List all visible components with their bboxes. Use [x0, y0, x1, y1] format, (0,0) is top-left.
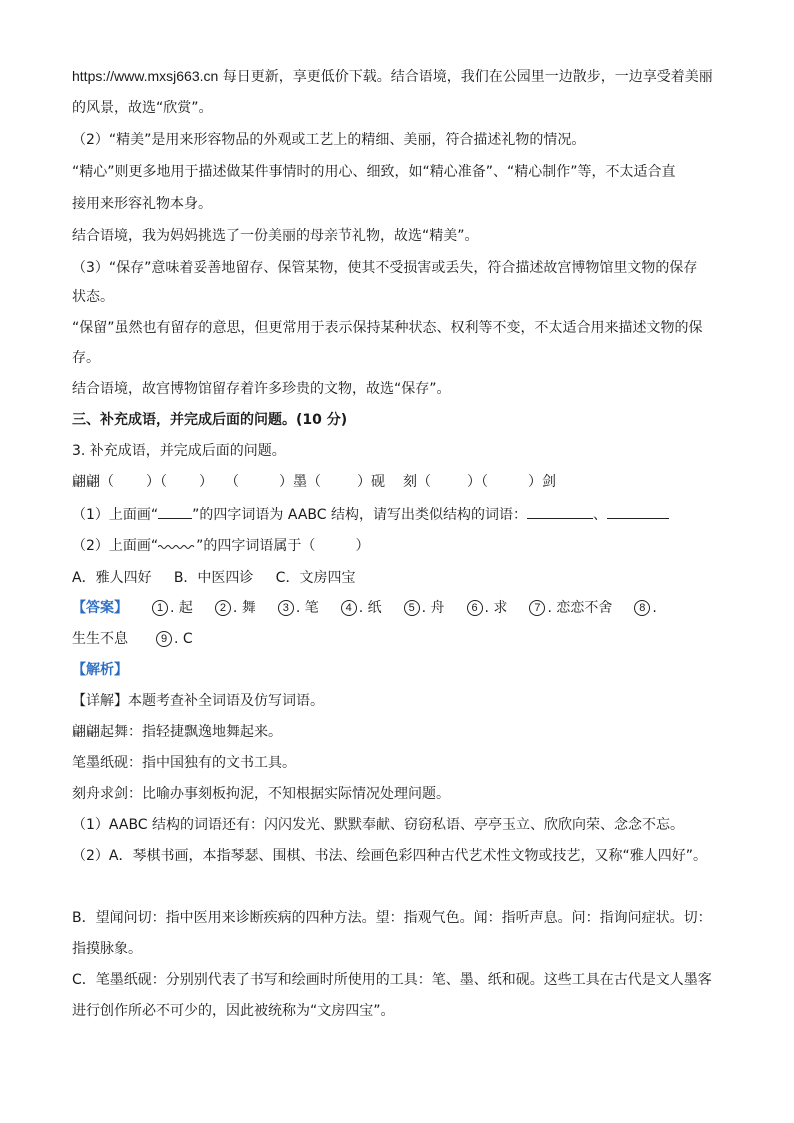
answer-number-circle: 6 [467, 600, 483, 616]
answer-blank[interactable] [527, 505, 593, 519]
analysis-line: 笔墨纸砚：指中国独有的文书工具。 [72, 755, 296, 771]
paragraph-line: 存。 [72, 350, 100, 366]
idiom-blanks-line [72, 472, 556, 492]
answer-text: . 恋恋不舍 [547, 600, 613, 616]
answer-number-circle: 7 [529, 600, 545, 616]
paragraph-line [72, 66, 713, 87]
idiom-text: ）砚 [357, 474, 385, 490]
answer-text: . 笔 [295, 600, 319, 616]
idiom-text: ）（ [467, 474, 488, 490]
analysis-line: 指摸脉象。 [72, 941, 142, 957]
analysis-detail: 【详解】本题考查补全词语及仿写词语。 [72, 693, 324, 709]
paragraph-line: 接用来形容礼物本身。 [72, 196, 212, 212]
answer-item [152, 598, 193, 618]
idiom-text: （ [225, 474, 239, 490]
paragraph-line: （3）“保存”意味着妥善地留存、保管某物，使其不受损害或丢失，符合描述故宫博物馆里文物的保存 [72, 260, 698, 276]
answer-number-circle: 9 [156, 631, 172, 647]
paragraph-line: “保留”虽然也有留存的意思，但更常用于表示保持某种状态、权利等不变，不太适合用来描述文物的保 [72, 320, 703, 336]
analysis-label: 【解析】 [72, 662, 128, 678]
answer-number-circle: 1 [152, 600, 168, 616]
analysis-line: （2）A．琴棋书画，本指琴瑟、围棋、书法、绘画色彩四种古代艺术性文物或技艺，又称“雅人四好”。 [72, 848, 707, 864]
answer-text: . 纸 [358, 600, 382, 616]
answer-item [341, 598, 382, 618]
idiom-text: 刻（ [403, 474, 431, 490]
answer-text: . C [174, 631, 193, 647]
question-intro: 3. 补充成语，并完成后面的问题。 [72, 443, 286, 459]
question-1 [72, 505, 669, 525]
analysis-line: 刻舟求剑：比喻办事刻板拘泥，不知根据实际情况处理问题。 [72, 786, 450, 802]
answer-number-circle: 2 [215, 600, 231, 616]
answer-item [278, 598, 319, 618]
paragraph-line: （2）“精美”是用来形容物品的外观或工艺上的精细、美丽，符合描述礼物的情况。 [72, 132, 586, 148]
question-2 [72, 536, 369, 556]
answer-blank[interactable] [607, 505, 669, 519]
question-text: （1）上面画“ [72, 507, 159, 523]
answer-text: . 舞 [232, 600, 256, 616]
answer-number-circle: 8 [634, 600, 650, 616]
idiom-text: 翩翩（ [72, 474, 114, 490]
answer-text: . 求 [484, 600, 508, 616]
analysis-line: C．笔墨纸砚：分别别代表了书写和绘画时所使用的工具：笔、墨、纸和砚。这些工具在古代是文人墨客 [72, 972, 712, 988]
paragraph-line: 结合语境，故宫博物馆留存着许多珍贵的文物，故选“保存”。 [72, 381, 451, 397]
wavy-underline-marker [158, 538, 196, 550]
question-text: 、 [593, 507, 608, 523]
answer-item [529, 598, 612, 618]
question-text: （2）上面画“ [72, 538, 159, 554]
section-heading: 三、补充成语，并完成后面的问题。(10 分) [72, 412, 348, 428]
question-text: ”的四字词语为 AABC 结构，请写出类似结构的词语： [192, 507, 528, 523]
paragraph-text: 每日更新，享更低价下载。结合语境，我们在公园里一边散步，一边享受着美丽 [218, 69, 713, 85]
paragraph-line: 状态。 [72, 289, 114, 305]
answer-text: . 起 [170, 600, 193, 616]
answer-item [634, 598, 656, 618]
idiom-text: ） [199, 474, 213, 490]
analysis-line: B．望闻问切：指中医用来诊断疾病的四种方法。望：指观气色。闻：指听声息。问：指询问症状。切： [72, 910, 712, 926]
analysis-line: 进行创作所必不可少的，因此被统称为“文房四宝”。 [72, 1003, 395, 1019]
answer-number-circle: 5 [404, 600, 420, 616]
answer-text: 生生不息 [72, 631, 128, 647]
idiom-text: ）剑 [528, 474, 556, 490]
answer-options: A．雅人四好 B．中医四诊 C．文房四宝 [72, 570, 356, 586]
question-text: ”的四字词语属于（ [196, 538, 316, 554]
answer-item [215, 598, 256, 618]
question-text: ） [355, 538, 370, 554]
answer-text: . [652, 600, 657, 616]
answer-text: . 舟 [421, 600, 445, 616]
answer-number-circle: 3 [278, 600, 294, 616]
answer-continuation [72, 629, 193, 649]
analysis-line: （1）AABC 结构的词语还有：闪闪发光、默默奉献、窃窃私语、亭亭玉立、欣欣向荣、念念不忘。 [72, 817, 685, 833]
underline-marker [158, 505, 192, 519]
source-url: https://www.mxsj663.cn [72, 68, 219, 84]
answer-label: 【答案】 [72, 600, 128, 616]
paragraph-line: 结合语境，我为妈妈挑选了一份美丽的母亲节礼物，故选“精美”。 [72, 228, 479, 244]
paragraph-line: “精心”则更多地用于描述做某件事情时的用心、细致，如“精心准备”、“精心制作”等，不太适合直 [72, 164, 676, 180]
answer-item [404, 598, 445, 618]
idiom-text: ）墨（ [279, 474, 321, 490]
idiom-text: ）（ [146, 474, 167, 490]
answer-number-circle: 4 [341, 600, 357, 616]
answer-line [72, 598, 657, 618]
answer-item [467, 598, 508, 618]
analysis-line: 翩翩起舞：指轻捷飘逸地舞起来。 [72, 724, 282, 740]
paragraph-line: 的风景，故选“欣赏”。 [72, 100, 213, 116]
